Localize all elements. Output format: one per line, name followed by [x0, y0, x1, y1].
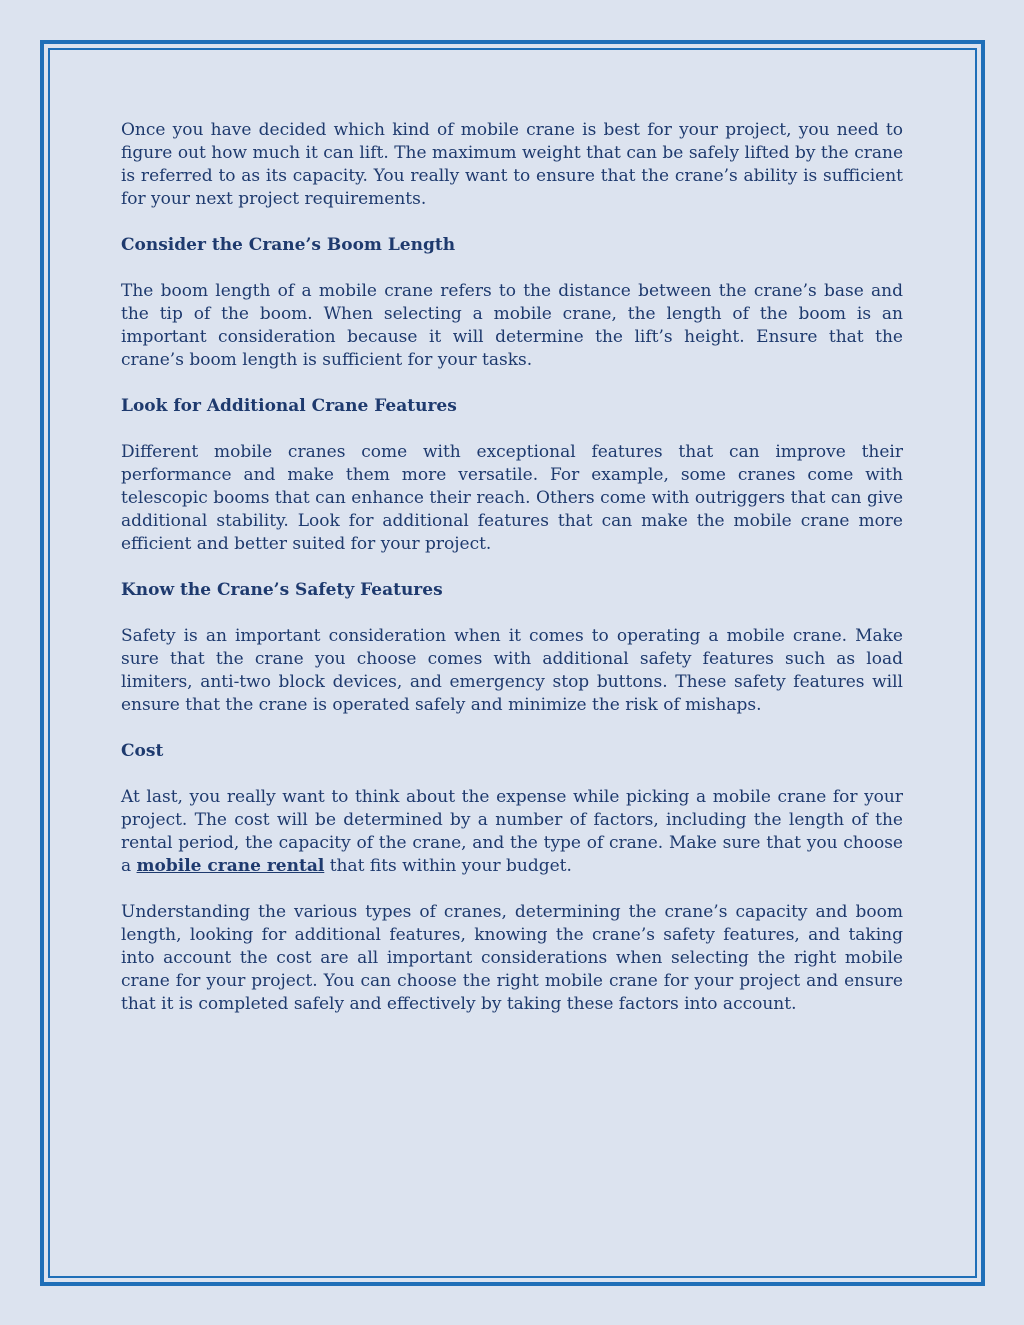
paragraph-safety-features: Safety is an important consideration when it comes to operating a mobile crane. Make sure that the crane you choose comes with additional safety features such as load limiters, anti-two block devices, and emergency stop buttons. These safety features will ensure that the crane is operated safely and minimize the risk of mishaps. — [121, 626, 903, 715]
document-body — [121, 119, 903, 1039]
paragraph-cost-text-start: At last, you really want to think about the expense while picking a mobile crane for your project. The cost will be determined by a number of factors, including the length of the rental period, the capacity of the crane, and the type of crane. Make sure that you choose a — [121, 787, 903, 876]
heading-additional-features: Look for Additional Crane Features — [121, 396, 457, 416]
heading-cost: Cost — [121, 741, 164, 761]
mobile-crane-rental-link[interactable]: mobile crane rental — [136, 856, 325, 876]
paragraph-boom-length: The boom length of a mobile crane refers to the distance between the crane’s base and the tip of the boom. When selecting a mobile crane, the length of the boom is an important consideration because it will determine the lift’s height. Ensure that the crane’s boom length is sufficient for your tasks. — [121, 281, 903, 370]
paragraph-conclusion: Understanding the various types of cranes, determining the crane’s capacity and boom length, looking for additional features, knowing the crane’s safety features, and taking into account the cost are all important considerations when selecting the right mobile crane for your project. You can choose the right mobile crane for your project and ensure that it is completed safely and effectively by taking these factors into account. — [121, 902, 903, 1014]
paragraph-additional-features: Different mobile cranes come with exceptional features that can improve their performance and make them more versatile. For example, some cranes come with telescopic booms that can enhance their reach. Others come with outriggers that can give additional stability. Look for additional features that can make the mobile crane more efficient and better suited for your project. — [121, 442, 903, 554]
heading-safety-features: Know the Crane’s Safety Features — [121, 580, 443, 600]
paragraph-cost — [121, 786, 903, 878]
paragraph-capacity: Once you have decided which kind of mobile crane is best for your project, you need to figure out how much it can lift. The maximum weight that can be safely lifted by the crane is referred to as its capacity. You really want to ensure that the crane’s ability is sufficient for your next project requirements. — [121, 120, 903, 209]
heading-boom-length: Consider the Crane’s Boom Length — [121, 235, 456, 255]
paragraph-cost-text-end: that fits within your budget. — [324, 856, 572, 876]
